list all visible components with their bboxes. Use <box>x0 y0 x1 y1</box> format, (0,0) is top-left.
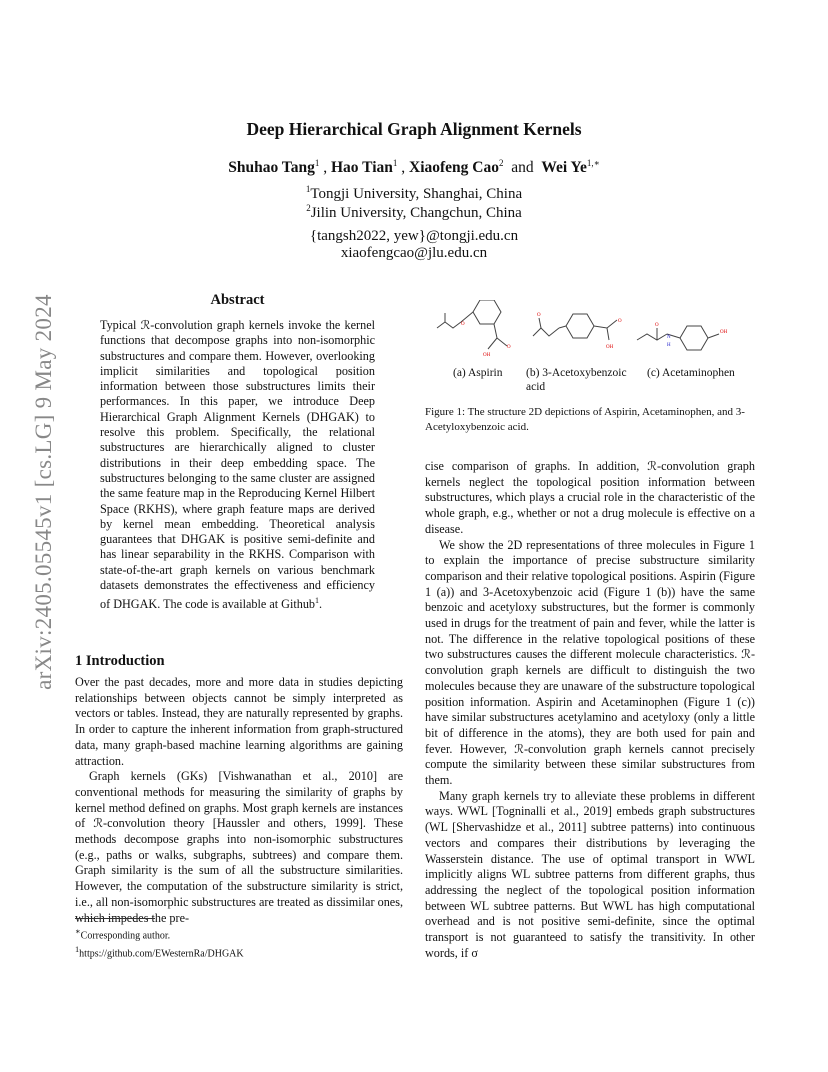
footnote-text: Corresponding author. <box>80 930 171 942</box>
author-name: Shuhao Tang <box>228 159 315 177</box>
aff-sup: 1 <box>305 184 311 194</box>
subcaption-c: (c) Acetaminophen <box>647 367 735 379</box>
figure-1 <box>425 300 755 400</box>
arxiv-id: arXiv:2405.05545v1 [cs.LG] 9 May 2024 <box>31 294 56 690</box>
molecule-acetaminophen <box>637 326 719 350</box>
aff-text: Tongji University, Shanghai, China <box>310 186 523 202</box>
atom-label: H <box>667 343 671 348</box>
section-heading: 1 Introduction <box>75 653 165 669</box>
author-name: Hao Tian <box>330 159 393 177</box>
affiliation <box>0 203 828 222</box>
email: {tangsh2022, yew}@tongji.edu.cn <box>309 228 519 244</box>
paragraph: Many graph kernels try to alleviate these problems in different ways. WWL [Togninalli et al., 2019] embeds graph substructures (WL [Shervashidze et al., 2011] subtree patterns) into continuous vectors and compares their distributions by leveraging the Wasserstein distance. The use of optimal transport in WWL implicitly aligns WL subtree patterns from different graphs, thus addressing the neglect of the topological position information between WL subtree patterns. But WWL has high computational overhead and is not positive semi-definite, since the optimal transport is not guaranteed to satisfy the transitivity. In other words, if σ <box>425 788 755 960</box>
footnote <box>75 925 403 943</box>
abstract-heading: Abstract <box>210 292 265 308</box>
right-column <box>425 459 755 962</box>
and-word: and <box>511 159 534 177</box>
author-sup: 2 <box>498 158 504 168</box>
author-name: Wei Ye <box>541 159 587 177</box>
abstract-text: Typical ℛ-convolution graph kernels invoke the kernel functions that decompose graphs into non-isomorphic substructures and compare them. However, overlooking implicit similarities and topological position information between those substructures limits their performances. In this paper, we introduce Deep Hierarchical Graph Alignment Kernels (DHGAK) to resolve this problem. Specifically, the relational substructures are hierarchically aligned to cluster distributions in their deep embedding space. The substructures belonging to the same cluster are assigned the same feature map in the Reproducing Kernel Hilbert Space (RKHS), where graph feature maps are derived by kernel mean embedding. Theoretical analysis guarantees that DHGAK is positive semi-definite and has linear separability in the RKHS. Comparison with state-of-the-art graph kernels on various benchmark datasets demonstrates the effectiveness and efficiency of DHGAK. The code is available at Github$^1$. <box>100 318 375 612</box>
atom-label: O <box>655 323 659 328</box>
footnote-rule <box>75 918 155 919</box>
footnote-sup: 1 <box>75 945 80 955</box>
author-sup: 1 <box>314 158 320 168</box>
author-sup: 1,∗ <box>586 158 600 168</box>
abstract-body: Typical ℛ-convolution graph kernels invoke the kernel functions that decompose graphs into non-isomorphic substructures and compare them. However, overlooking implicit similarities and topological position information between those substructures limits their performances. In this paper, we introduce Deep Hierarchical Graph Alignment Kernels (DHGAK) to resolve this problem. Specifically, the relational substructures are hierarchically aligned to cluster distributions in their deep embedding space. The substructures belonging to the same cluster are assigned the same feature map in the Reproducing Kernel Hilbert Space (RKHS), where graph feature maps are derived by kernel mean embedding. Theoretical analysis guarantees that DHGAK is positive semi-definite and has linear separability in the RKHS. Comparison with state-of-the-art graph kernels on various benchmark datasets demonstrates the effectiveness and efficiency of DHGAK. The code is available at Github <box>100 318 375 612</box>
molecule-drawings <box>425 300 755 365</box>
arxiv-sidebar <box>14 292 74 692</box>
subcaption-a: (a) Aspirin <box>453 367 503 379</box>
author-sup: 1 <box>392 158 398 168</box>
paragraph: cise comparison of graphs. In addition, ℛ-convolution graph kernels neglect the topological position information between substructures, which plays a crucial role in the characteristic of the whole graph, e.g., whether or not a drug molecule is effective on a disease. <box>425 459 755 536</box>
paragraph: Over the past decades, more and more data in studies depicting relationships between objects cannot be simply interpreted as vectors or tables. Instead, they are naturally represented by graphs. In order to capture the inherent information from graph-structured data, many graph-based machine learning algorithms are gaining attraction. <box>75 675 403 768</box>
aff-sup: 2 <box>306 203 311 213</box>
molecule-3-acetoxybenzoic-acid <box>533 314 617 340</box>
atom-label: OH <box>720 330 728 335</box>
footnotes <box>75 925 403 962</box>
figure-caption: Figure 1: The structure 2D depictions of Aspirin, Acetaminophen, and 3-Acetyloxybenzoic acid. <box>425 406 745 433</box>
aff-text: Jilin University, Changchun, China <box>310 205 522 221</box>
paper-title: Deep Hierarchical Graph Alignment Kernels <box>246 119 582 139</box>
atom-label: OH <box>606 345 614 350</box>
footnote-text: https://github.com/EWesternRa/DHGAK <box>79 948 244 960</box>
email: xiaofengcao@jlu.edu.cn <box>340 245 488 261</box>
footnote <box>75 943 403 961</box>
author-name: Xiaofeng Cao <box>409 159 499 177</box>
footnote-mark: 1 <box>315 596 320 606</box>
atom-label: O <box>618 319 622 324</box>
paragraph: We show the 2D representations of three molecules in Figure 1 to explain the importance of precise substructure similarity comparison and their relative topological positions. Aspirin (Figure 1 (a)) and 3-Acetoxybenzoic acid (Figure 1 (b)) have the same benzoic and acetyloxy substructures, but the former is commonly used in drugs for the treatment of pain and fever, while the latter is not. The difference in the relative topological positions of these two substructures causes the different molecule characteristics. ℛ-convolution graph kernels are difficult to distinguish the two molecules because they are unaware of the substructure topological position information. Aspirin and Acetaminophen (Figure 1 (c)) have similar substructures acetylamino and acetyloxy (only a little bit of difference in the atoms), they are both used for pain and fever. However, ℛ-convolution graph kernels cannot precisely compute the similarity between these similar substructures from them. <box>425 537 755 788</box>
molecule-aspirin <box>437 300 507 349</box>
affiliation <box>0 184 828 203</box>
subcaption-b: (b) 3-Acetoxybenzoic acid <box>526 367 627 393</box>
paragraph: Graph kernels (GKs) [Vishwanathan et al., 2010] are conventional methods for measuring the similarity of graphs by kernel method defined on graphs. Most graph kernels are instances of ℛ-convolution theory [Haussler and others, 1999]. These methods decompose graphs into non-isomorphic substructures (e.g., paths or walks, subgraphs, subtrees) and compare them. Graph similarity is the sum of all the substructure similarities. However, the computation of the substructure similarity is strict, i.e., all non-isomorphic substructures are treated as dissimilar ones, which impedes the pre- <box>75 769 403 925</box>
author-list: Shuhao Tang$^1$ , Hao Tian$^1$ , Xiaofeng Cao$^2$ and Wei $Ye^{1,∗}$ <box>228 158 600 177</box>
footnote-sup: ∗ <box>75 927 81 936</box>
atom-label: O <box>507 345 511 350</box>
atom-label: N <box>667 335 671 340</box>
atom-label: O <box>537 313 541 318</box>
intro-column <box>75 675 403 926</box>
atom-label: O <box>461 322 465 327</box>
atom-label: OH <box>483 353 491 358</box>
